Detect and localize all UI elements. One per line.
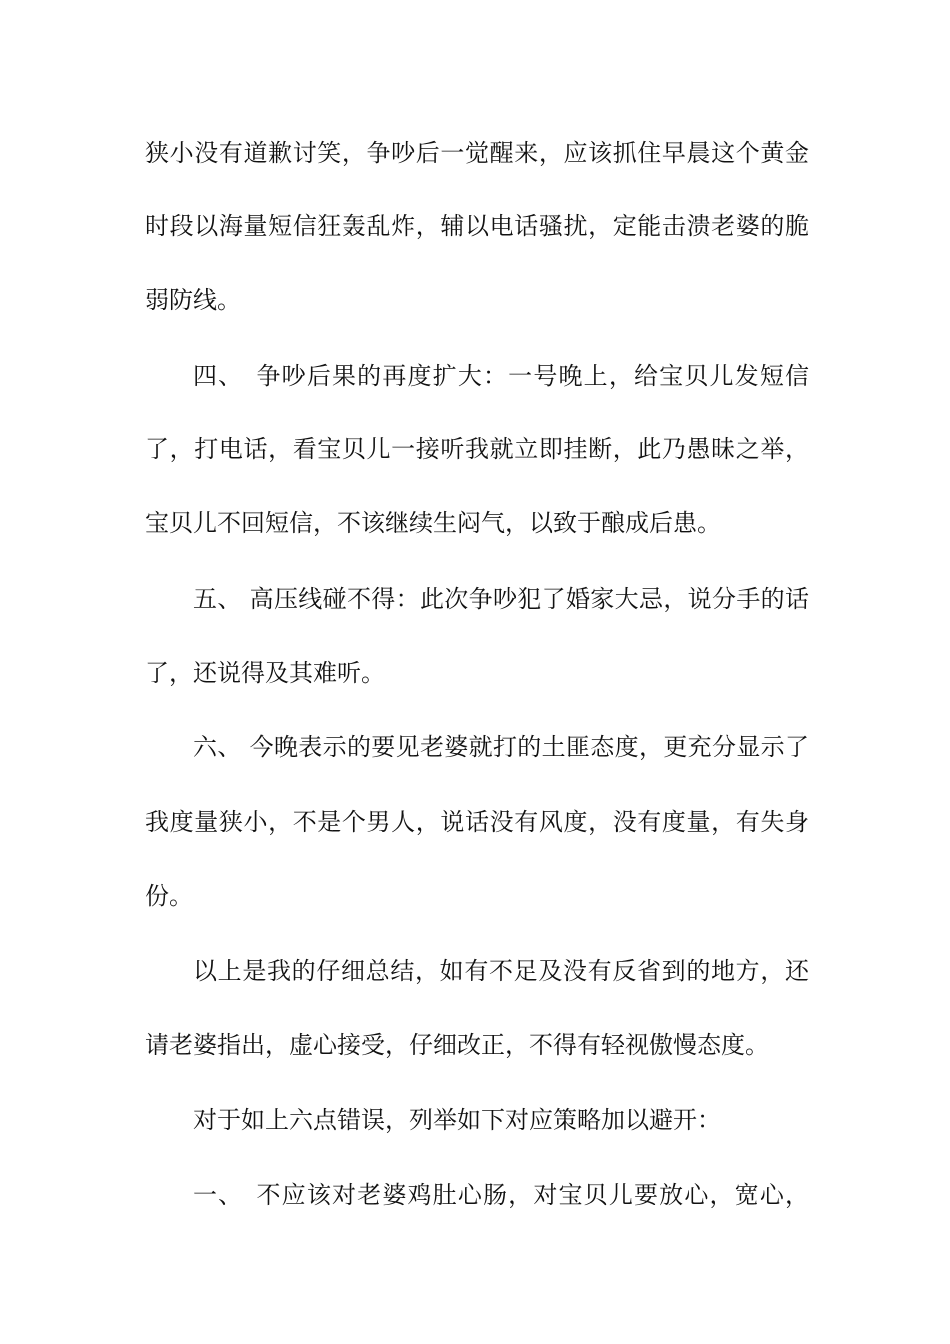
paragraph-four-heading: 四、 争吵后果的再度扩大：一号晚上，给宝贝儿发短信 xyxy=(193,362,809,390)
text-line: 弱防线。 xyxy=(145,286,241,314)
text-line: 我度量狭小，不是个男人，说话没有风度，没有度量，有失身 xyxy=(145,808,809,836)
paragraph-five-heading: 五、 高压线碰不得：此次争吵犯了婚家大忌，说分手的话 xyxy=(193,585,809,613)
text-line: 狭小没有道歉讨笑，争吵后一觉醒来，应该抓住早晨这个黄金 xyxy=(145,139,809,167)
text-line: 宝贝儿不回短信，不该继续生闷气，以致于酿成后患。 xyxy=(145,509,721,537)
summary-paragraph: 以上是我的仔细总结，如有不足及没有反省到的地方，还 xyxy=(193,957,809,985)
text-line: 了，打电话，看宝贝儿一接听我就立即挂断，此乃愚昧之举， xyxy=(145,435,809,463)
paragraph-six-heading: 六、 今晚表示的要见老婆就打的土匪态度，更充分显示了 xyxy=(193,733,809,761)
strategy-intro: 对于如上六点错误，列举如下对应策略加以避开： xyxy=(193,1106,721,1134)
text-line: 了，还说得及其难听。 xyxy=(145,659,385,687)
text-line: 请老婆指出，虚心接受，仔细改正，不得有轻视傲慢态度。 xyxy=(145,1031,769,1059)
text-line: 时段以海量短信狂轰乱炸，辅以电话骚扰，定能击溃老婆的脆 xyxy=(145,212,809,240)
strategy-one-heading: 一、 不应该对老婆鸡肚心肠，对宝贝儿要放心，宽心， xyxy=(193,1181,809,1209)
text-line: 份。 xyxy=(145,882,193,910)
